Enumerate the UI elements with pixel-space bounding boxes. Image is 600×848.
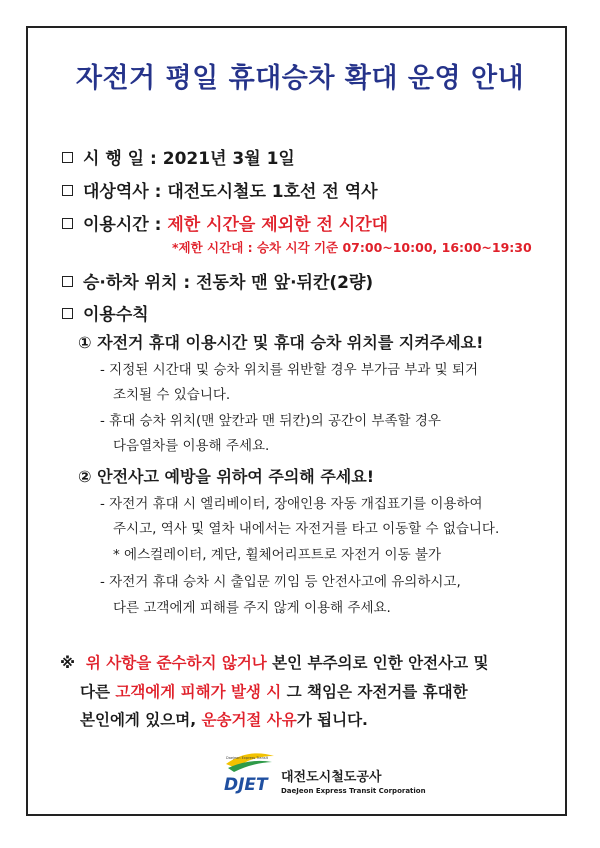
rule-1-line: - 지정된 시간대 및 승차 위치를 위반할 경우 부가금 부과 및 퇴거 — [100, 362, 479, 378]
logo-small-text: Daejeon Express Transit — [226, 756, 268, 760]
djet-logo — [222, 750, 278, 802]
info-stations-value: 대전도시철도 1호선 전 역사 — [167, 182, 378, 202]
rules-label: 이용수칙 — [83, 305, 149, 325]
warning-red-text: 위 사항을 준수하지 않거나 — [85, 654, 267, 672]
warning-text: 그 책임은 자전거를 휴대한 — [281, 683, 468, 701]
info-position-row — [62, 268, 373, 293]
rule-2-line: 주시고, 역사 및 열차 내에서는 자전거를 타고 이동할 수 없습니다. — [113, 521, 500, 537]
checkbox-icon — [62, 308, 73, 319]
rule-1-line: 다음열차를 이용해 주세요. — [113, 438, 270, 454]
corporation-name-korean: 대전도시철도공사 — [281, 770, 382, 785]
rule-1-heading: ① 자전거 휴대 이용시간 및 휴대 승차 위치를 지켜주세요! — [78, 333, 484, 352]
rule-1-line: 조치될 수 있습니다. — [113, 387, 231, 403]
checkbox-icon — [62, 185, 73, 196]
checkbox-icon — [62, 218, 73, 229]
info-hours-row — [62, 210, 388, 235]
warning-text: 본인에게 있으며, — [80, 711, 202, 729]
info-hours-value: 제한 시간을 제외한 전 시간대 — [167, 215, 389, 235]
page-title: 자전거 평일 휴대승차 확대 운영 안내 — [75, 63, 525, 94]
warning-red-text: 운송거절 사유 — [201, 711, 297, 729]
rule-2-heading: ② 안전사고 예방을 위하여 주의해 주세요! — [78, 467, 374, 486]
info-position-value: 전동차 맨 앞·뒤칸(2량) — [196, 273, 374, 293]
warning-text: 다른 — [80, 683, 116, 701]
corporation-name-english: DaeJeon Express Transit Corporation — [281, 787, 426, 795]
rules-row — [62, 300, 149, 325]
info-date-row — [62, 144, 295, 169]
info-date-value: 2021년 3월 1일 — [162, 149, 295, 169]
rule-2-line: * 에스컬레이터, 계단, 휠체어리프트로 자전거 이동 불가 — [113, 547, 441, 563]
rule-2-line: - 자전거 휴대 승차 시 출입문 끼임 등 안전사고에 유의하시고, — [100, 574, 461, 590]
info-stations-row — [62, 177, 378, 202]
checkbox-icon — [62, 152, 73, 163]
warning-red-text: 고객에게 피해가 발생 시 — [115, 683, 282, 701]
info-hours-label: 이용시간 : — [83, 215, 168, 235]
warning-line-1 — [60, 651, 488, 673]
warning-line-2 — [80, 680, 468, 702]
restricted-hours-note: *제한 시간대 : 승차 시각 기준 07:00~10:00, 16:00~19:30 — [172, 240, 532, 255]
info-date-label: 시 행 일 : — [83, 149, 163, 169]
checkbox-icon — [62, 276, 73, 287]
info-position-label: 승·하차 위치 : — [83, 273, 197, 293]
warning-text: 본인 부주의로 인한 안전사고 및 — [266, 654, 489, 672]
logo-text: DJET — [224, 775, 268, 795]
warning-line-3 — [80, 708, 368, 730]
rule-2-line: 다른 고객에게 피해를 주지 않게 이용해 주세요. — [113, 600, 391, 616]
rule-1-line: - 휴대 승차 위치(맨 앞칸과 맨 뒤칸)의 공간이 부족할 경우 — [100, 413, 441, 429]
warning-mark: ※ — [60, 654, 76, 672]
warning-text: 가 됩니다. — [296, 711, 368, 729]
info-stations-label: 대상역사 : — [83, 182, 168, 202]
rule-2-line: - 자전거 휴대 시 엘리베이터, 장애인용 자동 개집표기를 이용하여 — [100, 496, 483, 512]
